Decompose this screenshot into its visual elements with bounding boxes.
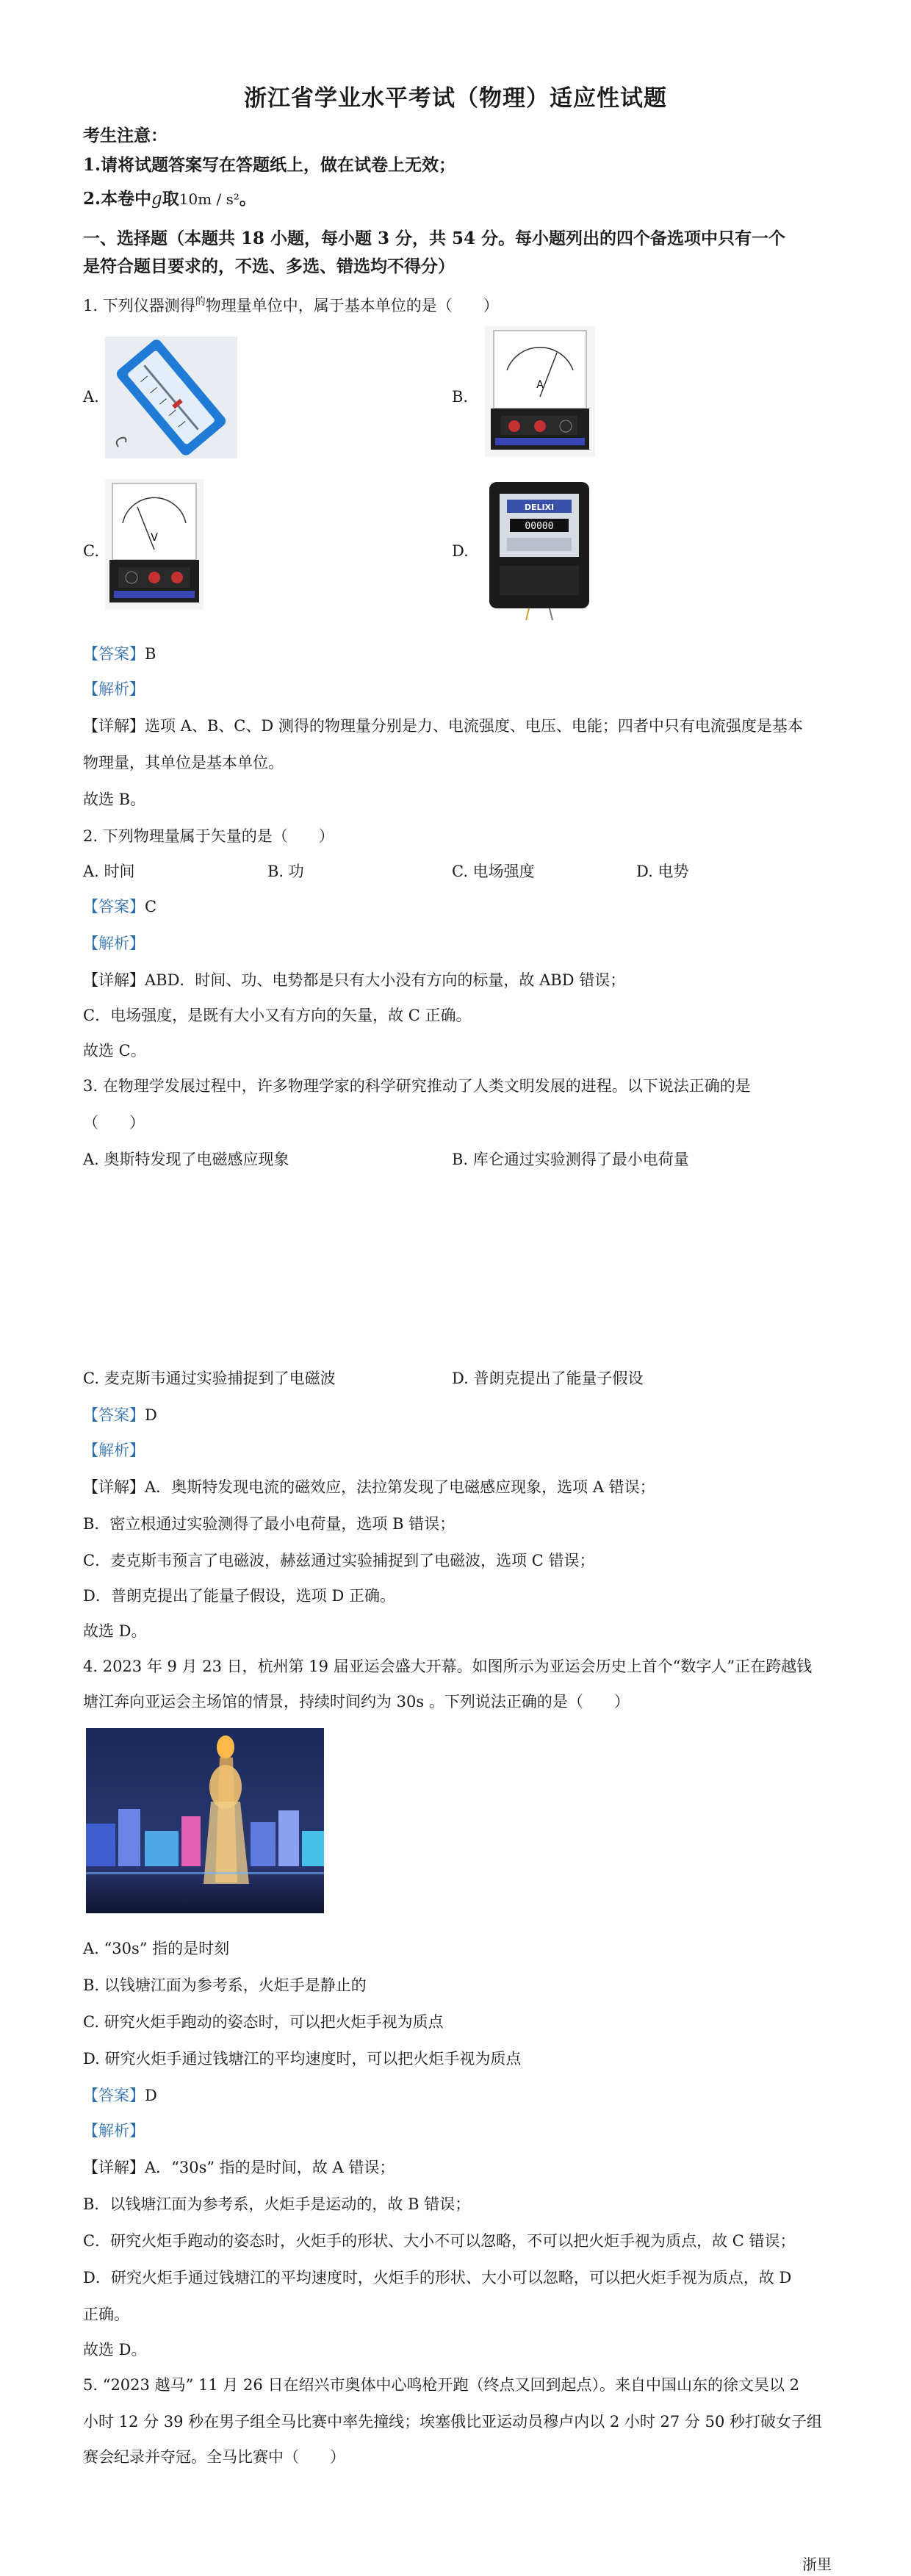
q3-analysis-tag: 【解析】	[83, 1442, 145, 1459]
q1-detail-line-1: 【详解】选项 A、B、C、D 测得的物理量分别是力、电流强度、电压、电能；四者中只有电流强度是基本	[83, 717, 803, 735]
meter-brand: DELIXI	[524, 503, 555, 512]
q1-detail-line-2: 物理量，其单位是基本单位。	[83, 754, 284, 771]
q1-option-c-label: C.	[83, 542, 99, 560]
q4-detail-d-2: 正确。	[83, 2306, 129, 2323]
q4-detail-d-1: D．研究火炬手通过钱塘江的平均速度时，火炬手的形状、大小可以忽略，可以把火炬手视为质点，故 D	[83, 2269, 792, 2287]
q2-detail-line-2: C．电场强度，是既有大小又有方向的矢量，故 C 正确。	[83, 1007, 472, 1024]
q2-option-b: B. 功	[267, 863, 304, 880]
spring-scale-image	[105, 337, 237, 458]
q3-answer: 【答案】D	[83, 1406, 157, 1424]
q3-option-c: C. 麦克斯韦通过实验捕捉到了电磁波	[83, 1370, 336, 1387]
q4-analysis-tag: 【解析】	[83, 2122, 145, 2140]
q1-option-d-label: D.	[452, 542, 469, 560]
q4-option-c: C. 研究火炬手跑动的姿态时，可以把火炬手视为质点	[83, 2013, 444, 2031]
note-1: 1.请将试题答案写在答题纸上，做在试卷上无效；	[83, 155, 456, 175]
q3-detail-a: 【详解】A．奥斯特发现电流的磁效应，法拉第发现了电磁感应现象，选项 A 错误；	[83, 1478, 655, 1496]
q2-conclusion: 故选 C。	[83, 1042, 146, 1059]
voltmeter-image	[105, 479, 204, 610]
q4-option-b: B. 以钱塘江面为参考系，火炬手是静止的	[83, 1976, 367, 1994]
q2-option-c: C. 电场强度	[452, 863, 535, 880]
voltmeter-letter: V	[151, 532, 158, 544]
q2-option-a: A. 时间	[83, 863, 135, 880]
q1-analysis-tag: 【解析】	[83, 680, 145, 698]
q4-detail-c: C．研究火炬手跑动的姿态时，火炬手的形状、大小不可以忽略，不可以把火炬手视为质点，故 C 错误；	[83, 2232, 796, 2250]
section-1-heading: 一、选择题（本题共 18 小题，每小题 3 分，共 54 分。每小题列出的四个备选项中只有一个	[83, 229, 786, 248]
q1-conclusion: 故选 B。	[83, 791, 146, 808]
q1-option-b-label: B.	[452, 388, 469, 406]
q2-option-d: D. 电势	[636, 863, 689, 880]
note-2: 2.本卷中g取10m / s²。	[83, 189, 256, 209]
q1-option-a-label: A.	[83, 388, 99, 406]
q3-option-a: A. 奥斯特发现了电磁感应现象	[83, 1151, 289, 1168]
q5-stem-line-3: 赛会纪录并夺冠。全马比赛中（ ）	[83, 2448, 345, 2466]
q2-stem: 2. 下列物理量属于矢量的是（ ）	[83, 827, 334, 845]
q2-detail-line-1: 【详解】ABD．时间、功、电势都是只有大小没有方向的标量，故 ABD 错误；	[83, 971, 626, 989]
q3-detail-c: C．麦克斯韦预言了电磁波，赫兹通过实验捕捉到了电磁波，选项 C 错误；	[83, 1552, 595, 1569]
ammeter-image	[485, 326, 595, 457]
q4-stem-line-2: 塘江奔向亚运会主场馆的情景，持续时间约为 30s 。下列说法正确的是（ ）	[83, 1693, 630, 1710]
exam-title: 浙江省学业水平考试（物理）适应性试题	[244, 85, 667, 112]
q2-analysis-tag: 【解析】	[83, 935, 145, 952]
section-1-heading-cont: 是符合题目要求的，不选、多选、错选均不得分）	[83, 256, 455, 276]
q3-option-d: D. 普朗克提出了能量子假设	[452, 1370, 644, 1387]
q1-answer: 【答案】B	[83, 645, 156, 663]
q4-stem-line-1: 4. 2023 年 9 月 23 日，杭州第 19 届亚运会盛大开幕。如图所示为亚运会历史上首个“数字人”正在跨越钱	[83, 1658, 813, 1675]
q3-detail-d: D．普朗克提出了能量子假设，选项 D 正确。	[83, 1587, 396, 1605]
q1-stem: 1. 下列仪器测得$^的$物理量单位中，属于基本单位的是（ ）	[83, 296, 499, 314]
q3-stem-line-2: （ ）	[83, 1114, 145, 1132]
digital-torchbearer-photo	[86, 1728, 324, 1913]
notes-header: 考生注意：	[83, 126, 168, 145]
q2-answer: 【答案】C	[83, 898, 157, 915]
meter-reading: 00000	[525, 521, 554, 532]
q3-stem-line-1: 3. 在物理学发展过程中，许多物理学家的科学研究推动了人类文明发展的进程。以下说法正确的是	[83, 1077, 751, 1095]
q5-stem-line-1: 5. “2023 越马” 11 月 26 日在绍兴市奥体中心鸣枪开跑（终点又回到起点）。来自中国山东的徐文昊以 2	[83, 2376, 799, 2394]
q3-option-b: B. 库仑通过实验测得了最小电荷量	[452, 1151, 689, 1168]
q4-detail-b: B．以钱塘江面为参考系，火炬手是运动的，故 B 错误；	[83, 2195, 471, 2213]
q4-conclusion: 故选 D。	[83, 2341, 147, 2359]
page-footer: 浙里	[802, 2555, 832, 2573]
q4-detail-a: 【详解】A．“30s” 指的是时间，故 A 错误；	[83, 2159, 395, 2176]
q4-option-d: D. 研究火炬手通过钱塘江的平均速度时，可以把火炬手视为质点	[83, 2050, 522, 2068]
q3-detail-b: B．密立根通过实验测得了最小电荷量，选项 B 错误；	[83, 1515, 455, 1533]
q3-conclusion: 故选 D。	[83, 1622, 147, 1640]
q4-answer: 【答案】D	[83, 2087, 157, 2104]
q4-option-a: A. “30s” 指的是时刻	[83, 1940, 230, 1957]
q5-stem-line-2: 小时 12 分 39 秒在男子组全马比赛中率先撞线；埃塞俄比亚运动员穆卢内以 2 小时 27 分 50 秒打破女子组	[83, 2413, 822, 2431]
energy-meter-image	[485, 479, 594, 623]
ammeter-letter: A	[536, 379, 544, 391]
